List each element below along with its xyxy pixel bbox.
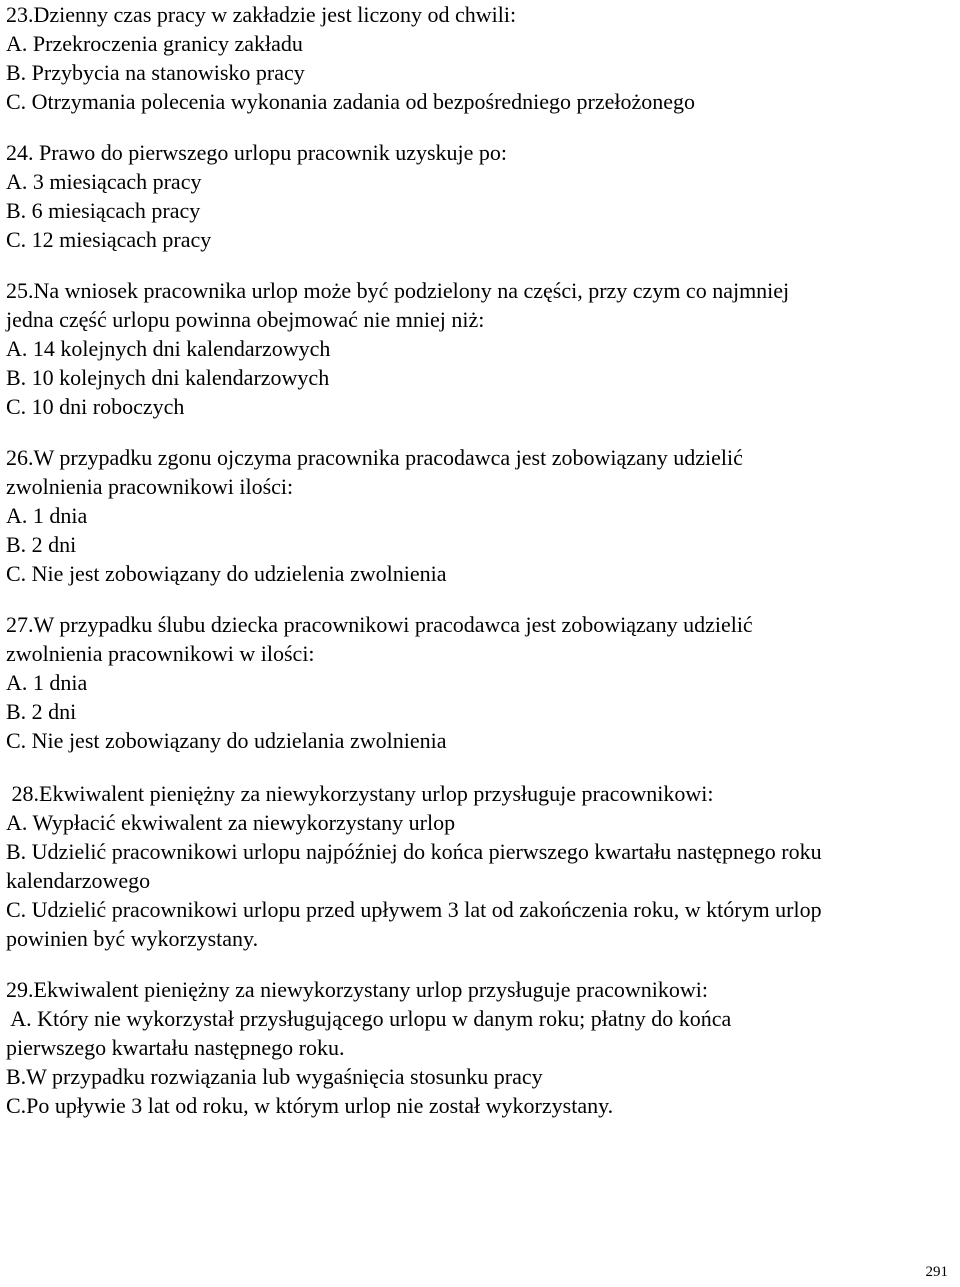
answer-option-b-continued: kalendarzowego [6,868,151,893]
question-26 [6,443,946,588]
question-prompt: 26.W przypadku zgonu ojczyma pracownika pracodawca jest zobowiązany udzielić [6,445,743,470]
question-prompt: 23.Dzienny czas pracy w zakładzie jest liczony od chwili: [6,2,517,27]
answer-option-b: B. 6 miesiącach pracy [6,198,201,223]
answer-option-a: A. Który nie wykorzystał przysługującego urlopu w danym roku; płatny do końca [6,1006,732,1031]
answer-option-a: A. 14 kolejnych dni kalendarzowych [6,336,331,361]
question-prompt: 29.Ekwiwalent pieniężny za niewykorzystany urlop przysługuje pracownikowi: [6,977,708,1002]
question-prompt-continued: jedna część urlopu powinna obejmować nie mniej niż: [6,307,485,332]
question-25 [6,276,946,421]
answer-option-b: B. 2 dni [6,699,77,724]
question-29 [6,975,946,1120]
answer-option-a-continued: pierwszego kwartału następnego roku. [6,1035,345,1060]
question-prompt: 27.W przypadku ślubu dziecka pracownikowi pracodawca jest zobowiązany udzielić [6,612,753,637]
answer-option-b: B. Udzielić pracownikowi urlopu najpóźniej do końca pierwszego kwartału następnego roku [6,839,822,864]
answer-option-b: B. Przybycia na stanowisko pracy [6,60,305,85]
answer-option-a: A. 1 dnia [6,503,88,528]
answer-option-c: C.Po upływie 3 lat od roku, w którym urlop nie został wykorzystany. [6,1093,614,1118]
question-24 [6,138,946,254]
answer-option-c: C. 10 dni roboczych [6,394,185,419]
answer-option-c: C. Otrzymania polecenia wykonania zadania od bezpośredniego przełożonego [6,89,696,114]
answer-option-a: A. 3 miesiącach pracy [6,169,202,194]
page-number: 291 [925,1264,948,1280]
document-page [6,0,946,1142]
answer-option-c: C. 12 miesiącach pracy [6,227,212,252]
answer-option-c: C. Udzielić pracownikowi urlopu przed upływem 3 lat od zakończenia roku, w którym urlop [6,897,822,922]
question-prompt: 28.Ekwiwalent pieniężny za niewykorzystany urlop przysługuje pracownikowi: [6,781,714,806]
answer-option-c: C. Nie jest zobowiązany do udzielania zwolnienia [6,728,447,753]
answer-option-b: B. 2 dni [6,532,77,557]
answer-option-c-continued: powinien być wykorzystany. [6,926,259,951]
answer-option-a: A. Przekroczenia granicy zakładu [6,31,303,56]
question-prompt-continued: zwolnienia pracownikowi w ilości: [6,641,315,666]
answer-option-a: A. 1 dnia [6,670,88,695]
question-28 [6,777,946,953]
question-27 [6,610,946,755]
answer-option-b: B. 10 kolejnych dni kalendarzowych [6,365,330,390]
question-prompt-continued: zwolnienia pracownikowi ilości: [6,474,294,499]
answer-option-b: B.W przypadku rozwiązania lub wygaśnięcia stosunku pracy [6,1064,543,1089]
answer-option-a: A. Wypłacić ekwiwalent za niewykorzystany urlop [6,810,456,835]
question-prompt: 24. Prawo do pierwszego urlopu pracownik uzyskuje po: [6,140,508,165]
question-prompt: 25.Na wniosek pracownika urlop może być podzielony na części, przy czym co najmniej [6,278,790,303]
answer-option-c: C. Nie jest zobowiązany do udzielenia zwolnienia [6,561,447,586]
question-23 [6,0,946,116]
